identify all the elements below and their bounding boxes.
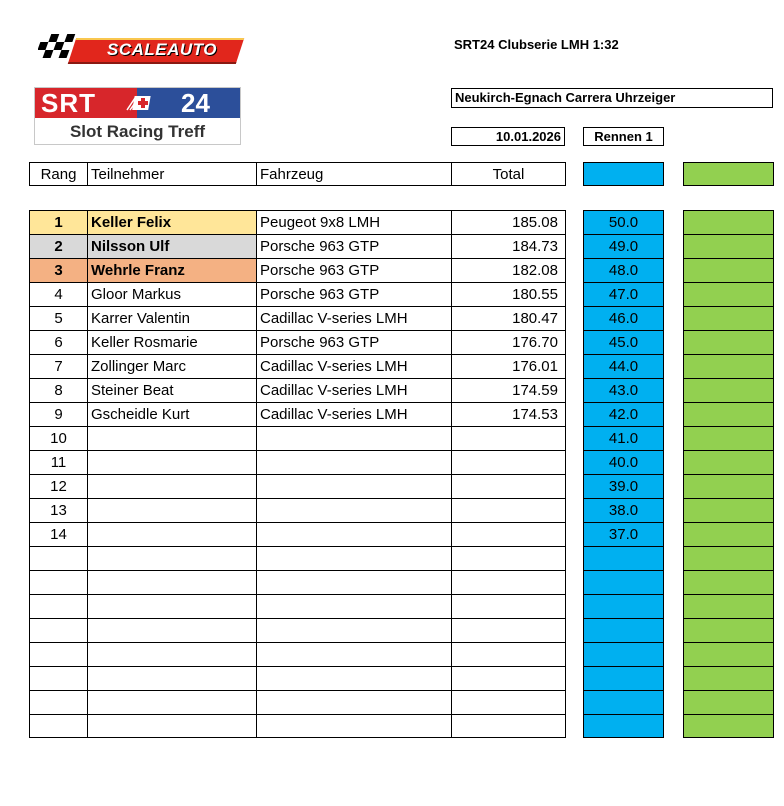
header-fahrzeug: Fahrzeug xyxy=(256,162,451,186)
fahrzeug-cell: Cadillac V-series LMH xyxy=(256,378,451,402)
teilnehmer-cell xyxy=(87,714,256,738)
rang-cell: 4 xyxy=(29,282,87,306)
fahrzeug-cell xyxy=(256,426,451,450)
fahrzeug-cell xyxy=(256,498,451,522)
teilnehmer-cell xyxy=(87,546,256,570)
points-cell: 46.0 xyxy=(583,306,664,330)
table-header-row xyxy=(0,162,784,186)
table-row xyxy=(0,594,784,618)
teilnehmer-cell: Zollinger Marc xyxy=(87,354,256,378)
teilnehmer-cell: Keller Felix xyxy=(87,210,256,234)
points-cell: 39.0 xyxy=(583,474,664,498)
rang-cell xyxy=(29,618,87,642)
table-row xyxy=(0,618,784,642)
table-row xyxy=(0,570,784,594)
header-teilnehmer: Teilnehmer xyxy=(87,162,256,186)
green-cell xyxy=(683,402,774,426)
teilnehmer-cell xyxy=(87,594,256,618)
fahrzeug-cell: Porsche 963 GTP xyxy=(256,234,451,258)
points-cell xyxy=(583,594,664,618)
date-cell: 10.01.2026 xyxy=(451,127,565,146)
fahrzeug-cell xyxy=(256,594,451,618)
green-cell xyxy=(683,546,774,570)
fahrzeug-cell: Cadillac V-series LMH xyxy=(256,354,451,378)
fahrzeug-cell xyxy=(256,690,451,714)
points-cell: 45.0 xyxy=(583,330,664,354)
points-cell: 48.0 xyxy=(583,258,664,282)
points-cell: 49.0 xyxy=(583,234,664,258)
srt24-logo xyxy=(34,87,241,145)
green-cell xyxy=(683,210,774,234)
teilnehmer-cell xyxy=(87,642,256,666)
table-row xyxy=(0,330,784,354)
teilnehmer-cell xyxy=(87,690,256,714)
table-row xyxy=(0,474,784,498)
green-cell xyxy=(683,450,774,474)
table-row xyxy=(0,378,784,402)
rang-cell xyxy=(29,666,87,690)
rang-cell xyxy=(29,714,87,738)
teilnehmer-cell: Steiner Beat xyxy=(87,378,256,402)
total-cell xyxy=(451,546,566,570)
teilnehmer-cell xyxy=(87,570,256,594)
table-row xyxy=(0,210,784,234)
fahrzeug-cell xyxy=(256,714,451,738)
rang-cell xyxy=(29,570,87,594)
rang-cell xyxy=(29,690,87,714)
table-row xyxy=(0,666,784,690)
table-row xyxy=(0,354,784,378)
teilnehmer-cell: Keller Rosmarie xyxy=(87,330,256,354)
fahrzeug-cell: Cadillac V-series LMH xyxy=(256,402,451,426)
points-cell xyxy=(583,570,664,594)
points-cell xyxy=(583,618,664,642)
green-cell xyxy=(683,426,774,450)
fahrzeug-cell xyxy=(256,450,451,474)
total-cell xyxy=(451,522,566,546)
header-total: Total xyxy=(451,162,566,186)
points-cell: 38.0 xyxy=(583,498,664,522)
swiss-flag-icon xyxy=(125,94,155,112)
rang-cell: 1 xyxy=(29,210,87,234)
teilnehmer-cell: Gscheidle Kurt xyxy=(87,402,256,426)
header-points-cell xyxy=(583,162,664,186)
green-cell xyxy=(683,690,774,714)
green-cell xyxy=(683,258,774,282)
total-cell xyxy=(451,450,566,474)
green-cell xyxy=(683,522,774,546)
points-cell: 42.0 xyxy=(583,402,664,426)
fahrzeug-cell: Peugeot 9x8 LMH xyxy=(256,210,451,234)
fahrzeug-cell xyxy=(256,546,451,570)
table-row xyxy=(0,546,784,570)
series-title: SRT24 Clubserie LMH 1:32 xyxy=(454,37,619,52)
total-cell xyxy=(451,642,566,666)
rang-cell: 8 xyxy=(29,378,87,402)
rang-cell: 14 xyxy=(29,522,87,546)
total-cell: 176.70 xyxy=(451,330,566,354)
total-cell: 182.08 xyxy=(451,258,566,282)
venue-cell: Neukirch-Egnach Carrera Uhrzeiger xyxy=(451,88,773,108)
table-row xyxy=(0,522,784,546)
rang-cell xyxy=(29,546,87,570)
green-cell xyxy=(683,666,774,690)
table-row xyxy=(0,690,784,714)
total-cell xyxy=(451,690,566,714)
teilnehmer-cell: Karrer Valentin xyxy=(87,306,256,330)
green-cell xyxy=(683,378,774,402)
total-cell: 174.53 xyxy=(451,402,566,426)
table-row xyxy=(0,282,784,306)
fahrzeug-cell: Porsche 963 GTP xyxy=(256,330,451,354)
points-cell: 41.0 xyxy=(583,426,664,450)
table-row xyxy=(0,402,784,426)
points-cell: 50.0 xyxy=(583,210,664,234)
table-row xyxy=(0,426,784,450)
fahrzeug-cell xyxy=(256,618,451,642)
fahrzeug-cell xyxy=(256,642,451,666)
points-cell: 43.0 xyxy=(583,378,664,402)
points-cell: 40.0 xyxy=(583,450,664,474)
teilnehmer-cell xyxy=(87,498,256,522)
total-cell xyxy=(451,498,566,522)
teilnehmer-cell xyxy=(87,426,256,450)
total-cell xyxy=(451,594,566,618)
points-cell: 47.0 xyxy=(583,282,664,306)
total-cell xyxy=(451,666,566,690)
rang-cell: 6 xyxy=(29,330,87,354)
rang-cell: 7 xyxy=(29,354,87,378)
rang-cell: 13 xyxy=(29,498,87,522)
rang-cell: 3 xyxy=(29,258,87,282)
fahrzeug-cell xyxy=(256,474,451,498)
teilnehmer-cell xyxy=(87,522,256,546)
fahrzeug-cell xyxy=(256,570,451,594)
fahrzeug-cell xyxy=(256,522,451,546)
header-green-cell xyxy=(683,162,774,186)
green-cell xyxy=(683,282,774,306)
green-cell xyxy=(683,234,774,258)
rang-cell xyxy=(29,594,87,618)
green-cell xyxy=(683,330,774,354)
points-cell xyxy=(583,666,664,690)
rang-cell: 2 xyxy=(29,234,87,258)
table-row xyxy=(0,306,784,330)
race-cell: Rennen 1 xyxy=(583,127,664,146)
table-row xyxy=(0,642,784,666)
points-cell xyxy=(583,546,664,570)
total-cell: 174.59 xyxy=(451,378,566,402)
teilnehmer-cell xyxy=(87,666,256,690)
teilnehmer-cell xyxy=(87,618,256,642)
scaleauto-logo xyxy=(38,32,244,66)
green-cell xyxy=(683,306,774,330)
table-row xyxy=(0,450,784,474)
total-cell: 180.47 xyxy=(451,306,566,330)
total-cell: 176.01 xyxy=(451,354,566,378)
srt-logo-subtitle: Slot Racing Treff xyxy=(69,122,206,141)
green-cell xyxy=(683,474,774,498)
green-cell xyxy=(683,570,774,594)
points-cell: 37.0 xyxy=(583,522,664,546)
green-cell xyxy=(683,594,774,618)
fahrzeug-cell xyxy=(256,666,451,690)
header-rang: Rang xyxy=(29,162,87,186)
srt-logo-right-text: 24 xyxy=(181,88,210,118)
scaleauto-logo-text: SCALEAUTO xyxy=(107,40,217,59)
green-cell xyxy=(683,642,774,666)
total-cell xyxy=(451,570,566,594)
teilnehmer-cell: Wehrle Franz xyxy=(87,258,256,282)
total-cell: 185.08 xyxy=(451,210,566,234)
points-cell: 44.0 xyxy=(583,354,664,378)
table-row xyxy=(0,714,784,738)
srt-logo-left-text: SRT xyxy=(41,88,96,118)
rang-cell: 5 xyxy=(29,306,87,330)
fahrzeug-cell: Porsche 963 GTP xyxy=(256,258,451,282)
fahrzeug-cell: Porsche 963 GTP xyxy=(256,282,451,306)
total-cell xyxy=(451,426,566,450)
green-cell xyxy=(683,498,774,522)
teilnehmer-cell xyxy=(87,450,256,474)
rang-cell: 11 xyxy=(29,450,87,474)
rang-cell: 9 xyxy=(29,402,87,426)
total-cell: 180.55 xyxy=(451,282,566,306)
rang-cell: 12 xyxy=(29,474,87,498)
total-cell xyxy=(451,714,566,738)
teilnehmer-cell xyxy=(87,474,256,498)
points-cell xyxy=(583,714,664,738)
rang-cell: 10 xyxy=(29,426,87,450)
total-cell xyxy=(451,474,566,498)
fahrzeug-cell: Cadillac V-series LMH xyxy=(256,306,451,330)
table-row xyxy=(0,234,784,258)
teilnehmer-cell: Gloor Markus xyxy=(87,282,256,306)
teilnehmer-cell: Nilsson Ulf xyxy=(87,234,256,258)
rang-cell xyxy=(29,642,87,666)
total-cell xyxy=(451,618,566,642)
green-cell xyxy=(683,714,774,738)
green-cell xyxy=(683,618,774,642)
points-cell xyxy=(583,642,664,666)
green-cell xyxy=(683,354,774,378)
points-cell xyxy=(583,690,664,714)
total-cell: 184.73 xyxy=(451,234,566,258)
table-row xyxy=(0,498,784,522)
table-row xyxy=(0,258,784,282)
